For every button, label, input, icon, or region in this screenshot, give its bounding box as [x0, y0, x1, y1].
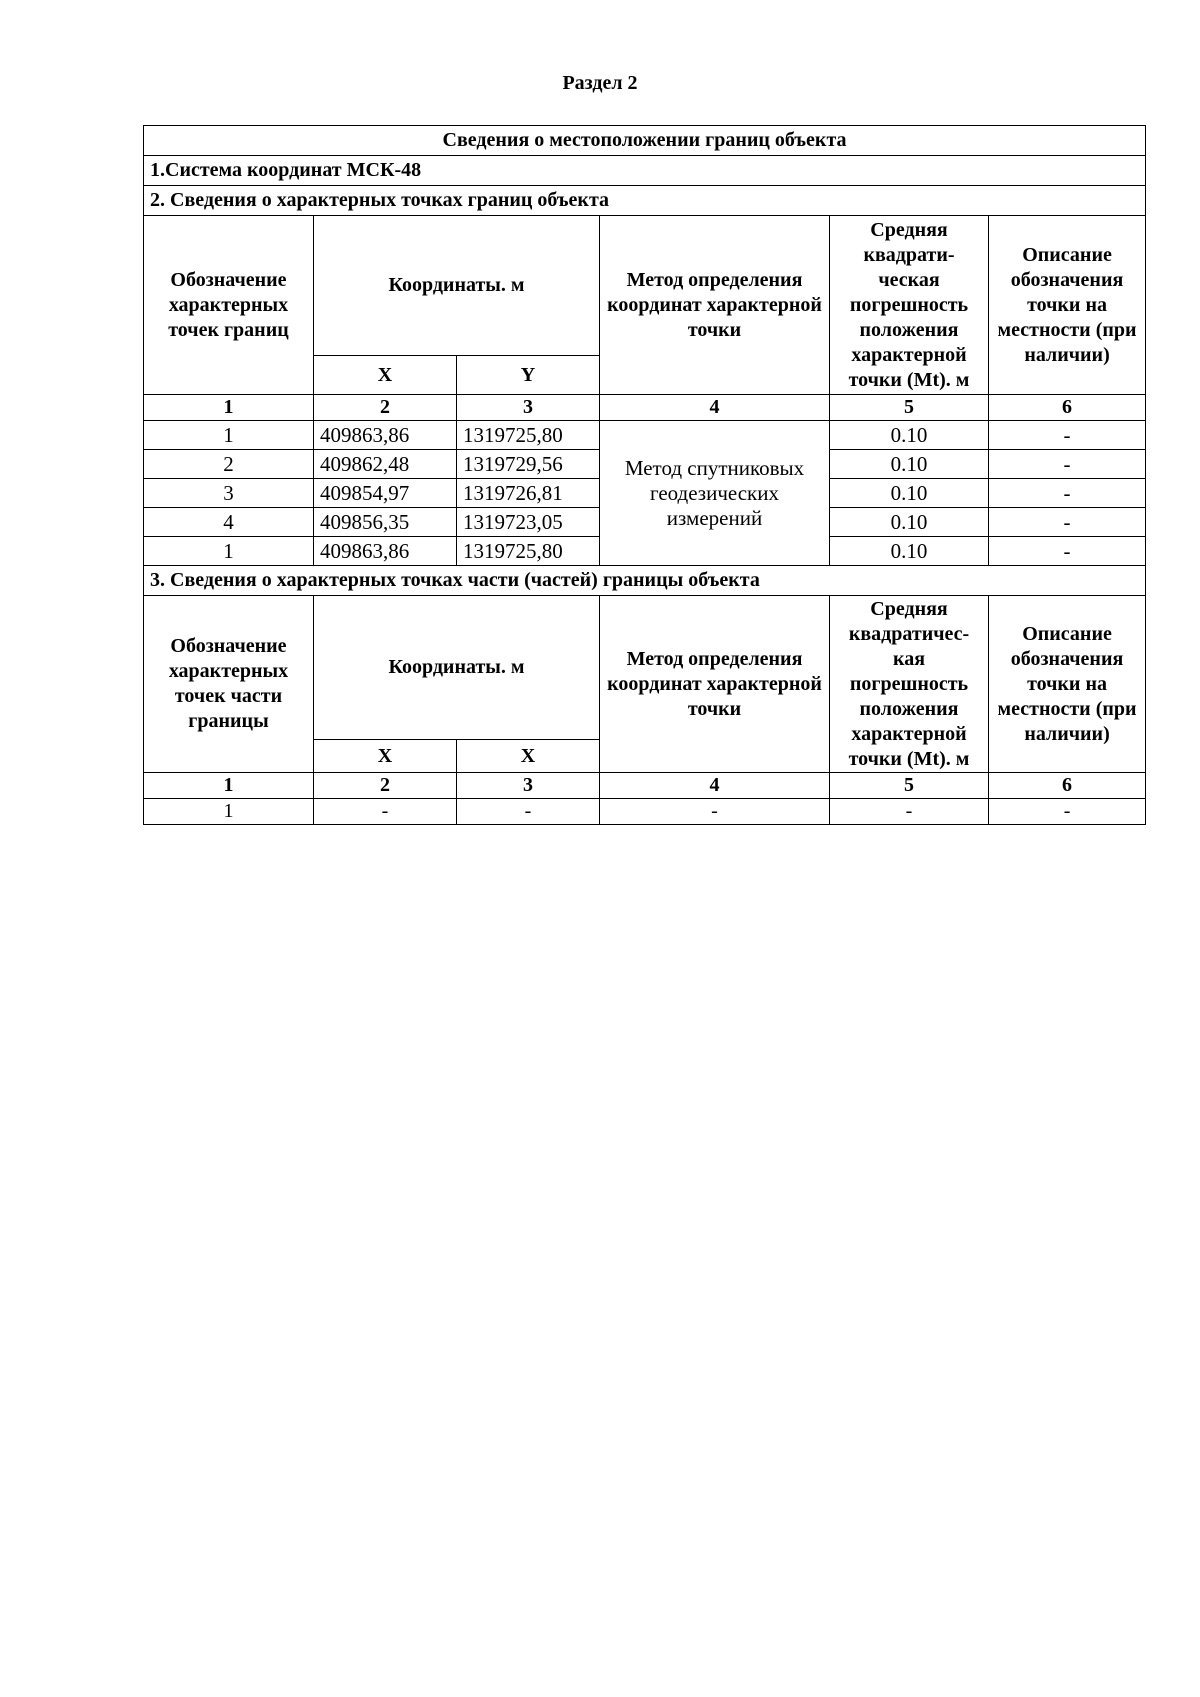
- point-cell: 1: [144, 799, 314, 825]
- table-title: Сведения о местоположении границ объекта: [144, 126, 1146, 156]
- x-cell: 409863,86: [314, 537, 457, 566]
- s3-num: 5: [830, 773, 989, 799]
- s2-col-coords: Координаты. м: [314, 216, 600, 356]
- s2-col-y: Y: [457, 356, 600, 395]
- s3-col-point: Обозначение характерных точек части границы: [144, 596, 314, 773]
- s2-num: 5: [830, 395, 989, 421]
- s3-num: 1: [144, 773, 314, 799]
- boundary-table: [143, 125, 1146, 825]
- error-cell: 0.10: [830, 508, 989, 537]
- s2-col-error: Средняя квадрати-ческая погрешность положения характерной точки (Mt). м: [830, 216, 989, 395]
- section2-heading: 2. Сведения о характерных точках границ объекта: [144, 186, 1146, 216]
- s3-num: 2: [314, 773, 457, 799]
- s3-num: 4: [600, 773, 830, 799]
- error-cell: 0.10: [830, 479, 989, 508]
- y-cell: -: [457, 799, 600, 825]
- s3-col-coords: Координаты. м: [314, 596, 600, 740]
- s2-col-desc: Описание обозначения точки на местности (при наличии): [989, 216, 1146, 395]
- desc-cell: -: [989, 479, 1146, 508]
- s2-col-method: Метод определения координат характерной точки: [600, 216, 830, 395]
- table-row: [144, 799, 1146, 825]
- section3-heading: 3. Сведения о характерных точках части (частей) границы объекта: [144, 566, 1146, 596]
- point-cell: 4: [144, 508, 314, 537]
- table-row: [144, 421, 1146, 450]
- desc-cell: -: [989, 450, 1146, 479]
- s3-col-error: Средняя квадратичес-кая погрешность положения характерной точки (Mt). м: [830, 596, 989, 773]
- s3-num: 6: [989, 773, 1146, 799]
- s2-num: 1: [144, 395, 314, 421]
- method-cell: -: [600, 799, 830, 825]
- x-cell: -: [314, 799, 457, 825]
- desc-cell: -: [989, 421, 1146, 450]
- y-cell: 1319726,81: [457, 479, 600, 508]
- s2-num: 2: [314, 395, 457, 421]
- point-cell: 2: [144, 450, 314, 479]
- coord-system: 1.Система координат МСК-48: [144, 156, 1146, 186]
- error-cell: 0.10: [830, 450, 989, 479]
- error-cell: 0.10: [830, 421, 989, 450]
- desc-cell: -: [989, 537, 1146, 566]
- s3-col-x1: X: [314, 740, 457, 773]
- desc-cell: -: [989, 508, 1146, 537]
- s2-col-x: X: [314, 356, 457, 395]
- s3-col-method: Метод определения координат характерной точки: [600, 596, 830, 773]
- method-cell: Метод спутниковых геодезических измерений: [600, 421, 830, 566]
- point-cell: 1: [144, 421, 314, 450]
- x-cell: 409856,35: [314, 508, 457, 537]
- x-cell: 409854,97: [314, 479, 457, 508]
- page-title: Раздел 2: [562, 72, 638, 94]
- x-cell: 409862,48: [314, 450, 457, 479]
- y-cell: 1319725,80: [457, 537, 600, 566]
- y-cell: 1319725,80: [457, 421, 600, 450]
- point-cell: 3: [144, 479, 314, 508]
- s2-num: 3: [457, 395, 600, 421]
- s2-num: 6: [989, 395, 1146, 421]
- s2-num: 4: [600, 395, 830, 421]
- desc-cell: -: [989, 799, 1146, 825]
- s3-num: 3: [457, 773, 600, 799]
- point-cell: 1: [144, 537, 314, 566]
- error-cell: -: [830, 799, 989, 825]
- y-cell: 1319723,05: [457, 508, 600, 537]
- error-cell: 0.10: [830, 537, 989, 566]
- y-cell: 1319729,56: [457, 450, 600, 479]
- s3-col-desc: Описание обозначения точки на местности (при наличии): [989, 596, 1146, 773]
- s2-col-point: Обозначение характерных точек границ: [144, 216, 314, 395]
- x-cell: 409863,86: [314, 421, 457, 450]
- s3-col-x2: X: [457, 740, 600, 773]
